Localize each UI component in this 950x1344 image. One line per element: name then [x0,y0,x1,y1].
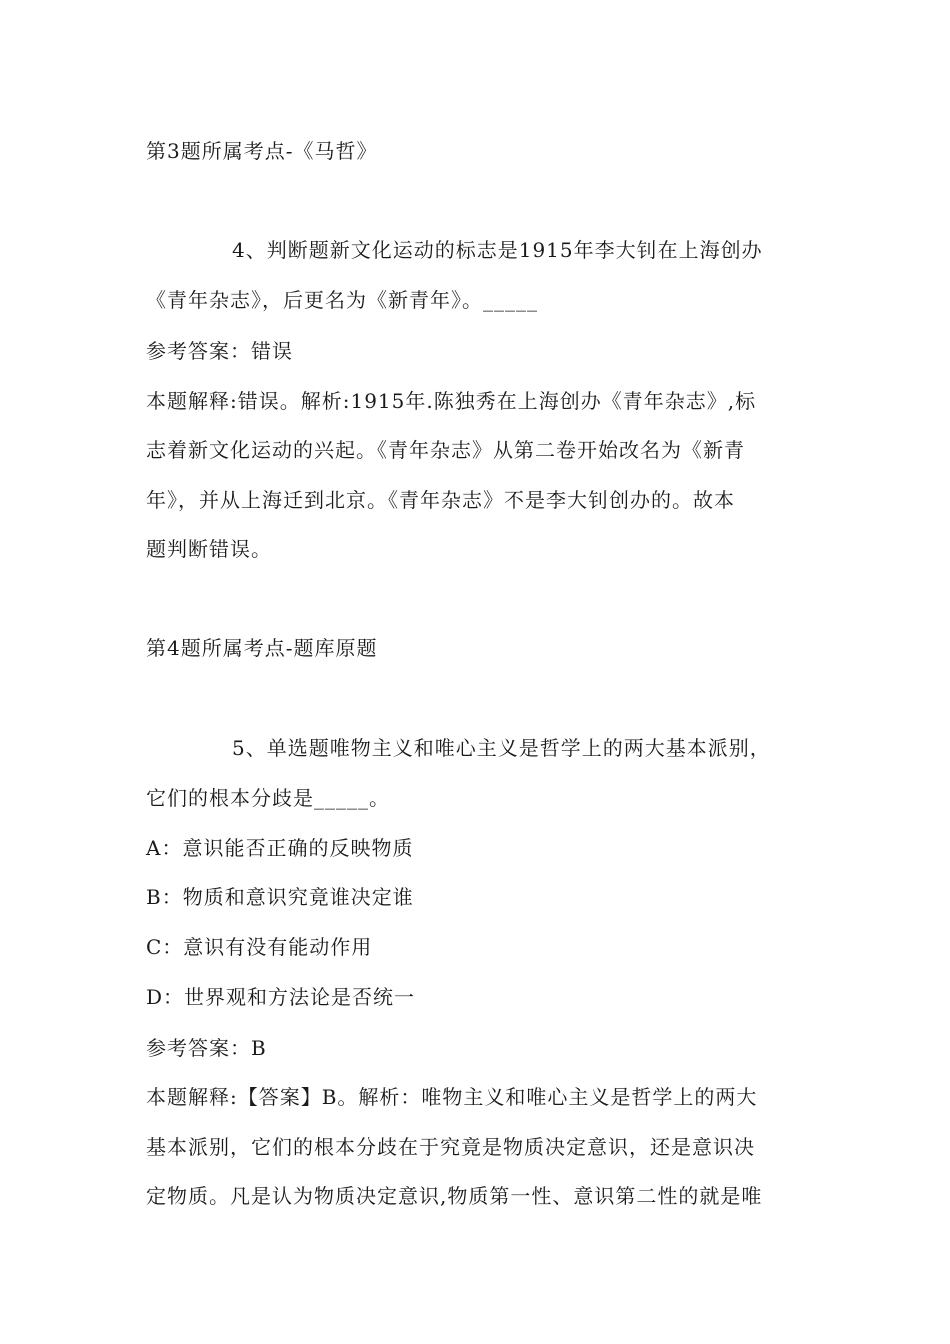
q4-explanation-line-2: 志着新文化运动的兴起。《青年杂志》从第二卷开始改名为《新青 [146,438,745,462]
q4-question-line-2: 《青年杂志》，后更名为《新青年》。_____ [146,288,538,312]
q4-question-line-1: 4、判断题新文化运动的标志是1915年李大钊在上海创办 [232,238,763,262]
q5-option-c: C：意识有没有能动作用 [146,935,373,959]
q5-explanation-line-3: 定物质。凡是认为物质决定意识,物质第一性、意识第二性的就是唯 [146,1184,763,1208]
q5-option-d: D：世界观和方法论是否统一 [146,985,416,1009]
q4-explanation-line-4: 题判断错误。 [146,537,272,561]
q4-exam-point: 第4题所属考点-题库原题 [146,636,378,660]
q4-explanation-line-3: 年》，并从上海迁到北京。《青年杂志》不是李大钊创办的。故本 [146,488,735,512]
q5-option-a: A：意识能否正确的反映物质 [146,836,414,860]
q5-question-line-2: 它们的根本分歧是_____。 [146,786,390,810]
q5-explanation-line-1: 本题解释:【答案】B。解析：唯物主义和唯心主义是哲学上的两大 [146,1085,758,1109]
q5-option-b: B：物质和意识究竟谁决定谁 [146,885,414,909]
q4-explanation-line-1: 本题解释:错误。解析:1915年.陈独秀在上海创办《青年杂志》,标 [146,389,757,413]
q3-exam-point: 第3题所属考点-《马哲》 [146,139,378,163]
q4-answer: 参考答案：错误 [146,339,293,363]
q5-question-line-1: 5、单选题唯物主义和唯心主义是哲学上的两大基本派别， [232,736,771,760]
q5-answer: 参考答案：B [146,1036,267,1060]
q5-explanation-line-2: 基本派别，它们的根本分歧在于究竟是物质决定意识，还是意识决 [146,1135,755,1159]
